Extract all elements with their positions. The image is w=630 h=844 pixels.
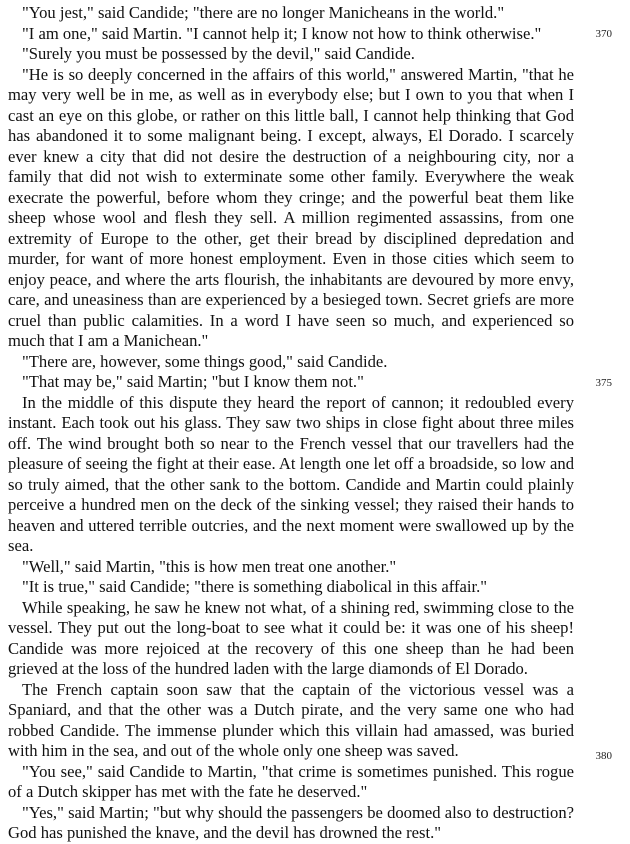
text-body [8,3,574,844]
paragraph: "I am one," said Martin. "I cannot help it; I know not how to think otherwise." [22,23,542,43]
line-number: 375 [595,377,612,389]
paragraph: "Well," said Martin, "this is how men treat one another." [22,556,397,576]
paragraph: "You see," said Candide to Martin, "that crime is sometimes punished. This rogue of a Dutch skipper has met with the fate he deserved." [8,761,574,801]
paragraph: In the middle of this dispute they heard the report of cannon; it redoubled every instant. Each took out his glass. They saw two ships in close fight about three miles off. The wind brought both so near to the French vessel that our travellers had the pleasure of seeing the fight at their ease. At length one let off a broadside, so low and so truly aimed, that the other sank to the bottom. Candide and Martin could plainly perceive a hundred men on the deck of the sinking vessel; they raised their hands to heaven and uttered terrible outcries, and the next moment were swallowed up by the sea. [8,392,574,555]
line-number: 380 [595,750,612,762]
paragraph: "Surely you must be possessed by the devil," said Candide. [22,44,415,63]
paragraph: "It is true," said Candide; "there is something diabolical in this affair." [22,577,488,596]
paragraph: "That may be," said Martin; "but I know them not." [22,372,364,391]
paragraph: While speaking, he saw he knew not what, of a shining red, swimming close to the vessel. They put out the long-boat to see what it could be: it was one of his sheep! Candide was more rejoiced at the recovery of this one sheep than he had been grieved at the loss of the hundred laden with the large diamonds of El Dorado. [8,597,574,678]
paragraph: "Yes," said Martin; "but why should the passengers be doomed also to destruction? God has punished the knave, and the devil has drowned the rest." [8,802,574,842]
paragraph: "He is so deeply concerned in the affairs of this world," answered Martin, "that he may very well be in me, as well as in everybody else; but I own to you that when I cast an eye on this globe, or rather on this little ball, I cannot help thinking that God has abandoned it to some malignant being. I except, always, El Dorado. I scarcely ever knew a city that did not desire the destruction of a neighbouring city, nor a family that did not wish to exterminate some other family. Everywhere the weak execrate the powerful, before whom they cringe; and the powerful beat them like sheep whose wool and flesh they sell. A million regimented assassins, from one extremity of Europe to the other, get their bread by disciplined depredation and murder, for want of more honest employment. Even in those cities which seem to enjoy peace, and where the arts flourish, the inhabitants are devoured by more envy, care, and uneasiness than are experienced by a besieged town. Secret griefs are more cruel than public calamities. In a word I have seen so much, and experienced so much that I am a Manichean." [8,64,574,350]
paragraph: "You jest," said Candide; "there are no longer Manicheans in the world." [22,3,505,22]
line-number: 370 [595,28,612,40]
paragraph: "There are, however, some things good," said Candide. [22,351,388,371]
paragraph: The French captain soon saw that the captain of the victorious vessel was a Spaniard, and that the other was a Dutch pirate, and the very same one who had robbed Candide. The immense plunder which this villain had amassed, was buried with him in the sea, and out of the whole only one sheep was saved. [8,679,574,760]
